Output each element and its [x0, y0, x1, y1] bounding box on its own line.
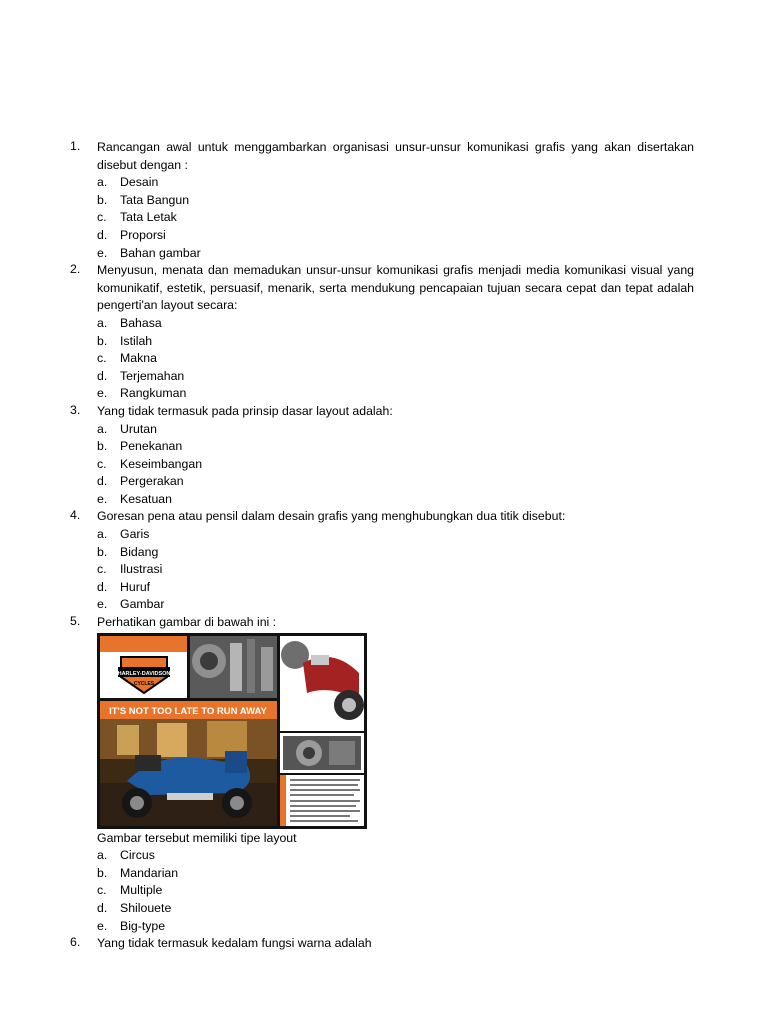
option-letter: d.: [97, 368, 108, 383]
option-item: [97, 350, 694, 368]
option-letter: c.: [97, 210, 107, 225]
option-item: [97, 596, 694, 614]
option-item: [97, 315, 694, 333]
option-item: [97, 209, 694, 227]
option-item: [97, 368, 694, 386]
option-letter: a.: [97, 175, 108, 190]
option-item: [97, 491, 694, 509]
layout-example-image: [97, 633, 367, 829]
question-text: Perhatikan gambar di bawah ini :: [97, 615, 277, 630]
option-letter: c.: [97, 456, 107, 471]
option-item: [97, 526, 694, 544]
option-letter: c.: [97, 351, 107, 366]
option-text: Tata Letak: [120, 210, 177, 225]
question-text: Menyusun, menata dan memadukan unsur-unsur komunikasi grafis menjadi media komunikasi visual yang komunikatif, estetik, persuasif, menarik, serta mendukung pencapaian tujuan secara cepat dan tepat adalah pengerti'an layout secara:: [97, 263, 694, 313]
option-text: Mandarian: [120, 865, 179, 880]
question-number: 3.: [70, 402, 81, 417]
option-letter: e.: [97, 245, 108, 260]
question-number: 4.: [70, 508, 81, 523]
option-item: [97, 544, 694, 562]
option-item: [97, 333, 694, 351]
option-item: [97, 561, 694, 579]
option-text: Urutan: [120, 421, 157, 436]
option-text: Tata Bangun: [120, 192, 190, 207]
option-list: [97, 847, 694, 935]
question-1: [70, 139, 694, 262]
option-text: Rangkuman: [120, 386, 187, 401]
option-text: Kesatuan: [120, 491, 172, 506]
option-list: [97, 526, 694, 614]
option-item: [97, 227, 694, 245]
option-letter: b.: [97, 333, 108, 348]
option-text: Pergerakan: [120, 474, 184, 489]
question-6: [70, 935, 694, 953]
option-letter: b.: [97, 865, 108, 880]
question-2: [70, 262, 694, 403]
option-item: [97, 456, 694, 474]
option-letter: c.: [97, 562, 107, 577]
option-text: Ilustrasi: [120, 562, 163, 577]
option-text: Penekanan: [120, 439, 183, 454]
question-3: [70, 403, 694, 509]
question-list: [70, 139, 694, 953]
question-number: 6.: [70, 935, 81, 950]
figure-caption: Gambar tersebut memiliki tipe layout: [97, 830, 297, 845]
option-text: Garis: [120, 527, 150, 542]
option-text: Terjemahan: [120, 368, 185, 383]
option-text: Proporsi: [120, 227, 166, 242]
question-text: Yang tidak termasuk kedalam fungsi warna adalah: [97, 936, 372, 951]
option-text: Huruf: [120, 579, 151, 594]
option-item: [97, 882, 694, 900]
option-letter: e.: [97, 386, 108, 401]
option-item: [97, 385, 694, 403]
logo-top-text: HARLEY-DAVIDSON: [117, 670, 171, 677]
option-text: Big-type: [120, 918, 166, 933]
question-5: [70, 614, 694, 935]
option-list: [97, 421, 694, 509]
option-item: [97, 847, 694, 865]
option-text: Istilah: [120, 333, 153, 348]
option-letter: b.: [97, 544, 108, 559]
option-letter: d.: [97, 227, 108, 242]
option-letter: d.: [97, 474, 108, 489]
option-text: Circus: [120, 848, 155, 863]
option-item: [97, 900, 694, 918]
question-text: Goresan pena atau pensil dalam desain grafis yang menghubungkan dua titik disebut:: [97, 509, 566, 524]
option-letter: b.: [97, 439, 108, 454]
option-letter: b.: [97, 192, 108, 207]
option-text: Gambar: [120, 597, 165, 612]
question-text: Rancangan awal untuk menggambarkan organisasi unsur-unsur komunikasi grafis yang akan disertakan disebut dengan :: [97, 140, 694, 172]
option-item: [97, 245, 694, 263]
option-list: [97, 315, 694, 403]
option-item: [97, 579, 694, 597]
option-text: Keseimbangan: [120, 456, 203, 471]
option-letter: a.: [97, 527, 108, 542]
option-text: Bidang: [120, 544, 159, 559]
option-item: [97, 918, 694, 936]
option-item: [97, 421, 694, 439]
option-letter: a.: [97, 848, 108, 863]
headline-text: IT'S NOT TOO LATE TO RUN AWAY: [109, 705, 267, 717]
option-text: Multiple: [120, 883, 163, 898]
option-text: Bahan gambar: [120, 245, 201, 260]
option-letter: d.: [97, 579, 108, 594]
option-letter: e.: [97, 918, 108, 933]
option-item: [97, 473, 694, 491]
option-item: [97, 174, 694, 192]
question-number: 2.: [70, 262, 81, 277]
orange-band: [100, 636, 187, 652]
option-item: [97, 192, 694, 210]
question-number: 1.: [70, 139, 81, 153]
option-text: Desain: [120, 175, 159, 190]
layout-example-illustration: [97, 633, 367, 829]
question-text: Yang tidak termasuk pada prinsip dasar layout adalah:: [97, 403, 393, 418]
option-letter: a.: [97, 315, 108, 330]
logo-bottom-text: CYCLES: [133, 680, 155, 687]
option-text: Bahasa: [120, 315, 162, 330]
option-letter: a.: [97, 421, 108, 436]
option-item: [97, 438, 694, 456]
question-number: 5.: [70, 614, 81, 629]
option-list: [97, 174, 694, 262]
option-letter: e.: [97, 491, 108, 506]
option-letter: e.: [97, 597, 108, 612]
option-text: Makna: [120, 351, 157, 366]
option-item: [97, 865, 694, 883]
option-letter: d.: [97, 901, 108, 915]
option-letter: c.: [97, 883, 107, 898]
option-text: Shilouete: [120, 901, 172, 915]
question-4: [70, 508, 694, 614]
